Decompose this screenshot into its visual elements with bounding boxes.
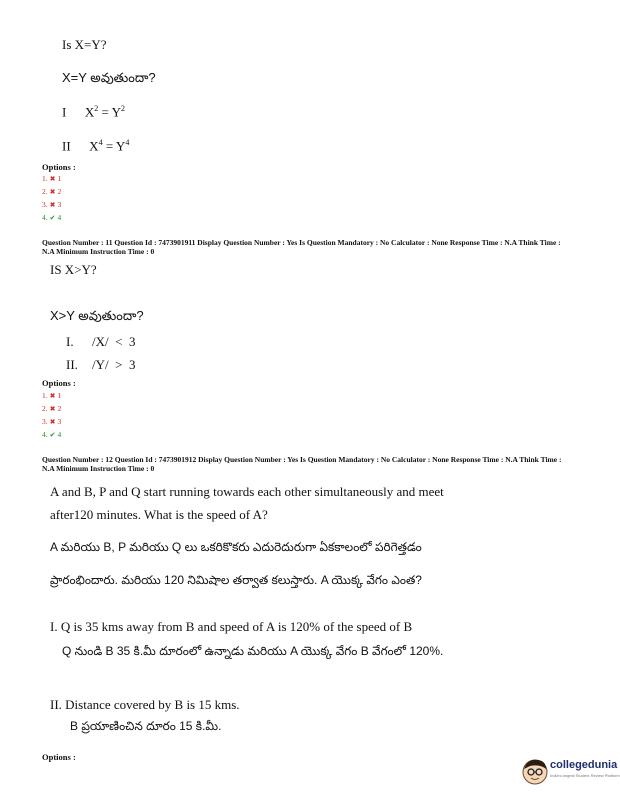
statement-exponent: 2 bbox=[120, 104, 125, 113]
q12-statement-1-te: Q నుండి B 35 కి.మీ దూరంలో ఉన్నాడు మరియు A యొక్క వేగం B వేగంలో 120%. bbox=[62, 644, 444, 658]
q11-statement-2 bbox=[66, 357, 135, 373]
q12-question-te-line-1: A మరియు B, P మరియు Q లు ఒకరికొకరు ఎదురెదురుగా ఏకకాలంలో పరిగెత్తడం bbox=[50, 540, 422, 554]
statement-base: X bbox=[89, 138, 99, 154]
statement-text: /Y/ > 3 bbox=[92, 357, 136, 372]
q12-question-en-line-1: A and B, P and Q start running towards each other simultaneously and meet bbox=[50, 484, 444, 499]
statement-number: I. bbox=[66, 334, 74, 349]
q10-question-te: X=Y అవుతుందా? bbox=[62, 70, 156, 85]
logo-tagline: India's largest Student Review Platform bbox=[550, 773, 620, 778]
logo-wordmark: collegedunia bbox=[550, 759, 618, 771]
q12-statement-2-te: B ప్రయాణించిన దూరం 15 కి.మీ. bbox=[70, 719, 222, 733]
statement-base: X bbox=[84, 104, 95, 120]
collegedunia-logo bbox=[520, 754, 620, 784]
statement-number: I bbox=[62, 104, 67, 120]
statement-number: II bbox=[62, 138, 71, 154]
q11-option-2: 2. ✖ 2 bbox=[42, 404, 62, 413]
statement-exponent: 4 bbox=[125, 138, 130, 147]
q11-meta: Question Number : 11 Question Id : 7473901911 Display Question Number : Yes Is Question Mandatory : No Calculator : None Response Time : N.A Think Time : N.A Minimum Instruction Time : 0 bbox=[42, 238, 561, 256]
q10-option-4: 4. ✔ 4 bbox=[42, 213, 62, 222]
cross-icon: ✖ bbox=[49, 418, 56, 426]
q11-question-te: X>Y అవుతుందా? bbox=[50, 308, 144, 323]
q12-question-te-line-2: ప్రారంభిందారు. మరియు 120 నిమిషాల తర్వాత కలుస్తారు. A యొక్క వేగం ఎంత? bbox=[50, 573, 422, 587]
q11-options-label: Options : bbox=[42, 378, 76, 388]
q10-option-2: 2. ✖ 2 bbox=[42, 187, 62, 196]
q10-options-label: Options : bbox=[42, 162, 76, 172]
cross-icon: ✖ bbox=[49, 405, 56, 413]
cross-icon: ✖ bbox=[49, 188, 56, 196]
q10-statement-2 bbox=[62, 138, 129, 154]
statement-text: /X/ < 3 bbox=[92, 334, 136, 349]
statement-number: II. bbox=[66, 357, 78, 372]
q11-option-3: 3. ✖ 3 bbox=[42, 417, 62, 426]
statement-exponent: 4 bbox=[98, 138, 103, 147]
q11-statement-1 bbox=[66, 334, 135, 350]
q12-meta: Question Number : 12 Question Id : 7473901912 Display Question Number : Yes Is Question Mandatory : No Calculator : None Response Time : N.A Think Time : N.A Minimum Instruction Time : 0 bbox=[42, 455, 562, 473]
q10-option-3: 3. ✖ 3 bbox=[42, 200, 62, 209]
check-icon: ✔ bbox=[49, 431, 56, 439]
statement-exponent: 2 bbox=[94, 104, 99, 113]
q12-statement-1-en: I. Q is 35 kms away from B and speed of A is 120% of the speed of B bbox=[50, 619, 413, 634]
check-icon: ✔ bbox=[49, 214, 56, 222]
q10-statement-1 bbox=[62, 104, 125, 120]
q10-question-en: Is X=Y? bbox=[62, 37, 107, 52]
statement-rhs: = Y bbox=[98, 104, 121, 120]
cross-icon: ✖ bbox=[49, 201, 56, 209]
statement-rhs: = Y bbox=[102, 138, 126, 154]
q12-options-label: Options : bbox=[42, 752, 76, 762]
q12-question-en-line-2: after120 minutes. What is the speed of A? bbox=[50, 507, 268, 522]
q11-option-1: 1. ✖ 1 bbox=[42, 391, 62, 400]
q11-question-en: IS X>Y? bbox=[50, 262, 97, 277]
cross-icon: ✖ bbox=[49, 175, 56, 183]
mascot-icon bbox=[520, 756, 550, 786]
q12-statement-2-en: II. Distance covered by B is 15 kms. bbox=[50, 697, 240, 712]
q10-option-1: 1. ✖ 1 bbox=[42, 174, 62, 183]
q11-option-4: 4. ✔ 4 bbox=[42, 430, 62, 439]
cross-icon: ✖ bbox=[49, 392, 56, 400]
